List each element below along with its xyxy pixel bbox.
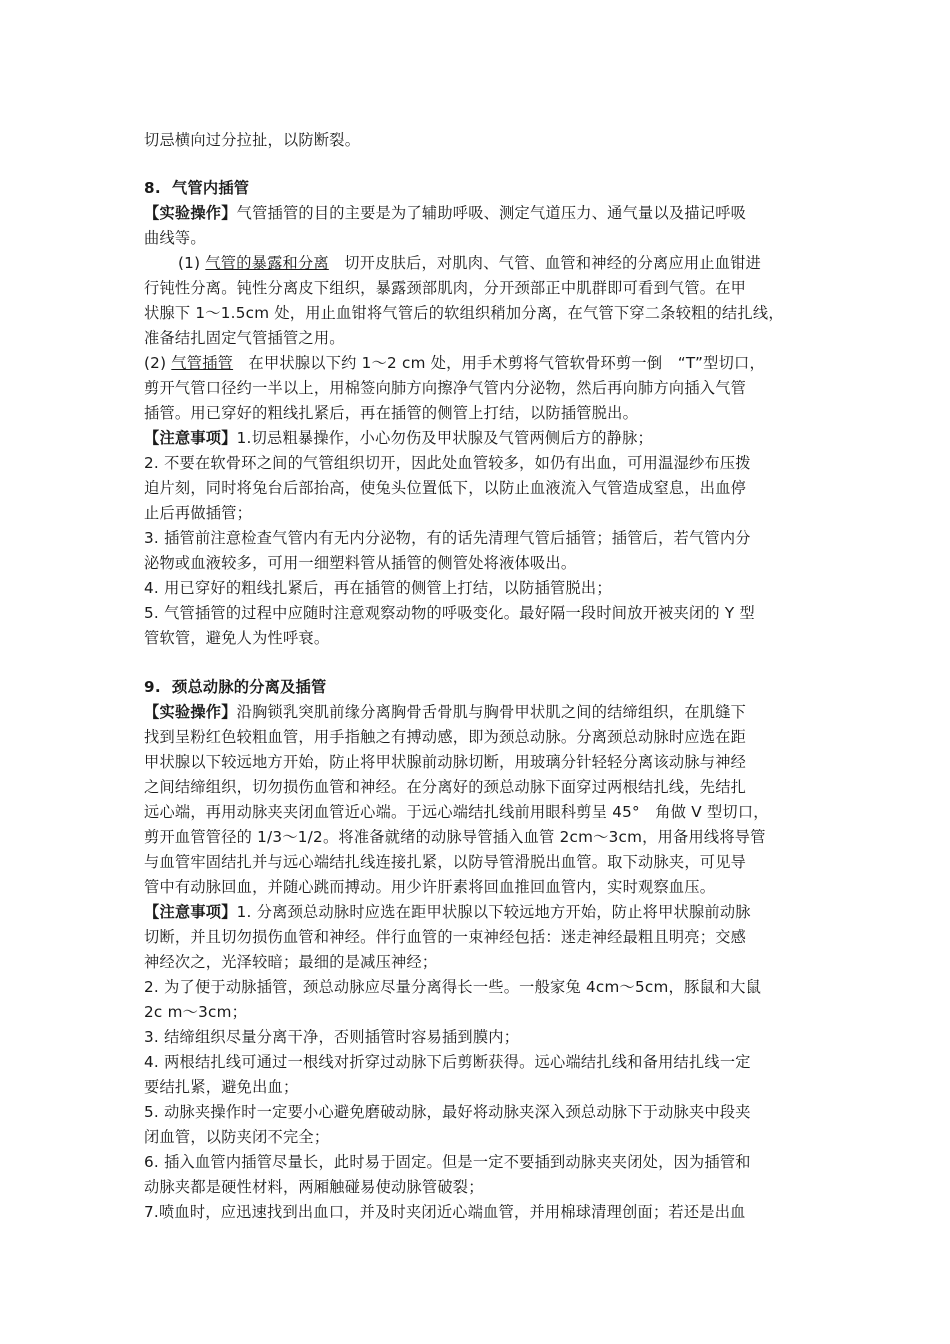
paragraph-line: 泌物或血液较多，可用一细塑料管从插管的侧管处将液体吸出。 (144, 554, 577, 572)
paragraph-line: 3. 插管前注意检查气管内有无内分泌物，有的话先清理气管后插管；插管后，若气管内分 (144, 529, 751, 547)
paragraph-line: 曲线等。 (144, 229, 206, 247)
paragraph-line: 准备结扎固定气管插管之用。 (144, 329, 345, 347)
paragraph-line: 要结扎紧，避免出血； (144, 1078, 299, 1096)
paragraph-line: 之间结缔组织，切勿损伤血管和神经。在分离好的颈总动脉下面穿过两根结扎线，先结扎 (144, 778, 747, 796)
section-8-notes-line (144, 426, 653, 450)
paragraph-line: 插管。用已穿好的粗线扎紧后，再在插管的侧管上打结，以防插管脱出。 (144, 404, 638, 422)
step-2-title: 气管插管 (171, 354, 234, 372)
paragraph-line: 2. 不要在软骨环之间的气管组织切开，因此处血管较多，如仍有出血，可用温湿纱布压拨 (144, 454, 751, 472)
paragraph-line: 3. 结缔组织尽量分离干净，否则插管时容易插到膜内； (144, 1028, 520, 1046)
section-8-heading (144, 176, 249, 200)
paragraph-text: 沿胸锁乳突肌前缘分离胸骨舌骨肌与胸骨甲状肌之间的结缔组织，在肌缝下 (236, 703, 747, 721)
step-2-line (144, 351, 765, 375)
paragraph-text: 气管插管的目的主要是为了辅助呼吸、测定气道压力、通气量以及描记呼吸 (236, 204, 747, 222)
section-9-number: 9. (144, 678, 161, 696)
paragraph-line: 剪开气管口径约一半以上，用棉签向肺方向擦净气管内分泌物，然后再向肺方向插入气管 (144, 379, 747, 397)
step-1-title: 气管的暴露和分离 (205, 254, 329, 272)
paragraph-line: 2. 为了便于动脉插管，颈总动脉应尽量分离得长一些。一般家兔 4cm～5cm，豚鼠和大鼠 (144, 978, 762, 996)
paragraph-line: 切断，并且切勿损伤血管和神经。伴行血管的一束神经包括：迷走神经最粗且明亮；交感 (144, 928, 747, 946)
paragraph-text: 1. 分离颈总动脉时应选在距甲状腺以下较远地方开始，防止将甲状腺前动脉 (236, 903, 751, 921)
paragraph-line: 与血管牢固结扎并与远心端结扎线连接扎紧，以防导管滑脱出血管。取下动脉夹，可见导 (144, 853, 747, 871)
paragraph-text: 在甲状腺以下约 1～2 cm 处，用手术剪将气管软骨环剪一倒 “T”型切口， (233, 354, 765, 372)
paragraph-line: 管中有动脉回血，并随心跳而搏动。用少许肝素将回血推回血管内，实时观察血压。 (144, 878, 716, 896)
paragraph-line: 止后再做插管； (144, 504, 253, 522)
paragraph-text: 切开皮肤后，对肌肉、气管、血管和神经的分离应用止血钳进 (328, 254, 762, 272)
paragraph-line: 4. 两根结扎线可通过一根线对折穿过动脉下后剪断获得。远心端结扎线和备用结扎线一定 (144, 1053, 751, 1071)
paragraph-line: 找到呈粉红色较粗血管，用手指触之有搏动感，即为颈总动脉。分离颈总动脉时应选在距 (144, 728, 747, 746)
section-8-number: 8. (144, 179, 161, 197)
paragraph-line: 管软管，避免人为性呼衰。 (144, 629, 330, 647)
paragraph-line: 闭血管，以防夹闭不完全； (144, 1128, 330, 1146)
paragraph-line: 神经次之，光泽较暗；最细的是减压神经； (144, 953, 438, 971)
paragraph-text: 1.切忌粗暴操作，小心勿伤及甲状腺及气管两侧后方的静脉； (236, 429, 653, 447)
intro-line: 切忌横向过分拉扯，以防断裂。 (144, 131, 361, 149)
paragraph-line: 5. 气管插管的过程中应随时注意观察动物的呼吸变化。最好隔一段时间放开被夹闭的 Y 型 (144, 604, 755, 622)
section-8-title: 气管内插管 (172, 179, 250, 197)
paragraph-line: 7.喷血时，应迅速找到出血口，并及时夹闭近心端血管，并用棉球清理创面；若还是出血 (144, 1203, 746, 1221)
step-marker: (2) (144, 354, 167, 372)
paragraph-line: 5. 动脉夹操作时一定要小心避免磨破动脉，最好将动脉夹深入颈总动脉下于动脉夹中段夹 (144, 1103, 751, 1121)
section-8-operation-line (144, 201, 746, 225)
paragraph-line: 状腺下 1～1.5cm 处，用止血钳将气管后的软组织稍加分离，在气管下穿二条较粗的结扎线， (144, 304, 784, 322)
section-9-title: 颈总动脉的分离及插管 (172, 678, 327, 696)
section-9-operation-line (144, 700, 746, 724)
step-1-line (178, 251, 761, 275)
paragraph-line: 甲状腺以下较远地方开始，防止将甲状腺前动脉切断，用玻璃分针轻轻分离该动脉与神经 (144, 753, 747, 771)
paragraph-line: 6. 插入血管内插管尽量长，此时易于固定。但是一定不要插到动脉夹夹闭处，因为插管和 (144, 1153, 751, 1171)
paragraph-line: 2c m～3cm； (144, 1003, 248, 1021)
paragraph-line: 4. 用已穿好的粗线扎紧后，再在插管的侧管上打结，以防插管脱出； (144, 579, 612, 597)
paragraph-line: 行钝性分离。钝性分离皮下组织，暴露颈部肌肉，分开颈部正中肌群即可看到气管。在甲 (144, 279, 747, 297)
paragraph-line: 动脉夹都是硬性材料，两厢触碰易使动脉管破裂； (144, 1178, 484, 1196)
operation-label: 【实验操作】 (144, 703, 237, 721)
step-marker: (1) (178, 254, 201, 272)
notes-label: 【注意事项】 (144, 903, 237, 921)
notes-label: 【注意事项】 (144, 429, 237, 447)
operation-label: 【实验操作】 (144, 204, 237, 222)
section-9-notes-line (144, 900, 751, 924)
section-9-heading (144, 675, 326, 699)
paragraph-line: 剪开血管管径的 1/3～1/2。将准备就绪的动脉导管插入血管 2cm～3cm，用备用线将导管 (144, 828, 766, 846)
paragraph-line: 远心端，再用动脉夹夹闭血管近心端。于远心端结扎线前用眼科剪呈 45° 角做 V 型切口， (144, 803, 769, 821)
paragraph-line: 迫片刻，同时将兔台后部抬高，使兔头位置低下，以防止血液流入气管造成窒息，出血停 (144, 479, 747, 497)
